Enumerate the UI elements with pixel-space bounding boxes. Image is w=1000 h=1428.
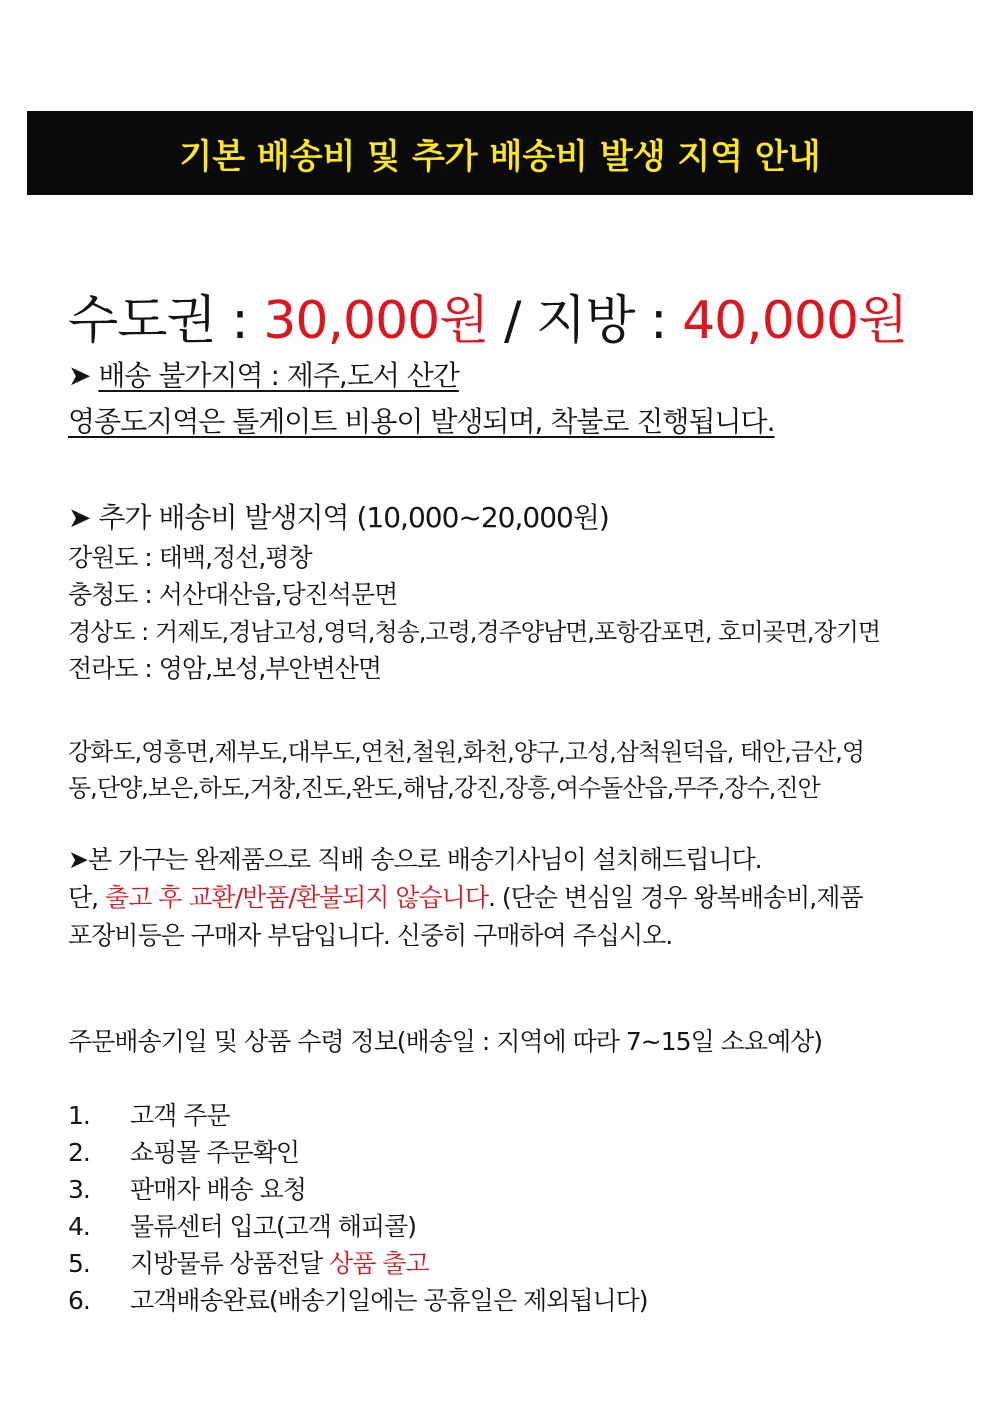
list-item [68, 1133, 299, 1169]
step-number: 2. [68, 1138, 90, 1167]
arrow-icon: ➤ [68, 359, 99, 392]
extra-fee-heading: ➤ 추가 배송비 발생지역 (10,000~20,000원) [68, 501, 609, 534]
yeongjong-note: 영종도지역은 톨게이트 비용이 발생되며, 착불로 진행됩니다. [68, 405, 775, 438]
step-highlight: 상품 출고 [329, 1249, 429, 1278]
region-gyeongsang: 경상도 : 거제도,경남고성,영덕,청송,고령,경주양남면,포항감포면, 호미곶면,장기면 [68, 618, 881, 646]
step-text: 고객 주문 [130, 1101, 230, 1130]
banner-title: 기본 배송비 및 추가 배송비 발생 지역 안내 [179, 136, 821, 177]
unavailable-area-line [68, 354, 459, 394]
shipping-price-line [68, 278, 907, 353]
step-number: 5. [68, 1249, 90, 1278]
list-item [68, 1281, 648, 1317]
region-gangwon: 강원도 : 태백,정선,평창 [68, 543, 312, 572]
step-text: 쇼핑몰 주문확인 [130, 1138, 299, 1167]
local-label: / 지방 : [488, 291, 683, 351]
notice-line-1: ➤본 가구는 완제품으로 직배 송으로 배송기사님이 설치해드립니다. [68, 845, 762, 874]
list-item [68, 1244, 429, 1280]
other-regions-line-1: 강화도,영흥면,제부도,대부도,연천,철원,화천,양구,고성,삼척원덕읍, 태안,금산,영 [68, 738, 865, 766]
title-banner [27, 111, 973, 195]
step-text: 지방물류 상품전달 [130, 1249, 330, 1278]
process-heading: 주문배송기일 및 상품 수령 정보(배송일 : 지역에 따라 7~15일 소요예상) [68, 1027, 823, 1056]
step-text: 물류센터 입고(고객 해피콜) [130, 1212, 417, 1241]
capital-label: 수도권 : [68, 291, 264, 351]
no-return-warning: 출고 후 교환/반품/환불되지 않습니다 [105, 883, 488, 912]
step-number: 4. [68, 1212, 90, 1241]
notice-line-3: 포장비등은 구매자 부담입니다. 신중히 구매하여 주십시오. [68, 921, 673, 950]
notice-suffix: . (단순 변심일 경우 왕복배송비,제품 [487, 883, 863, 912]
capital-price: 30,000원 [263, 291, 489, 351]
notice-line-2 [68, 878, 863, 914]
local-price: 40,000원 [682, 291, 908, 351]
list-item [68, 1207, 416, 1243]
step-text: 고객배송완료(배송기일에는 공휴일은 제외됩니다) [130, 1286, 648, 1315]
list-item [68, 1170, 306, 1206]
step-text: 판매자 배송 요청 [130, 1175, 306, 1204]
list-item [68, 1096, 230, 1132]
step-number: 6. [68, 1286, 90, 1315]
step-number: 3. [68, 1175, 90, 1204]
notice-prefix: 단, [68, 883, 106, 912]
other-regions-line-2: 동,단양,보은,하도,거창,진도,완도,해남,강진,장흥,여수돌산읍,무주,장수,진안 [68, 774, 820, 802]
step-number: 1. [68, 1101, 90, 1130]
region-jeolla: 전라도 : 영암,보성,부안변산면 [68, 654, 382, 683]
unavailable-area-text: 배송 불가지역 : 제주,도서 산간 [98, 359, 459, 392]
region-chungcheong: 충청도 : 서산대산읍,당진석문면 [68, 580, 398, 609]
